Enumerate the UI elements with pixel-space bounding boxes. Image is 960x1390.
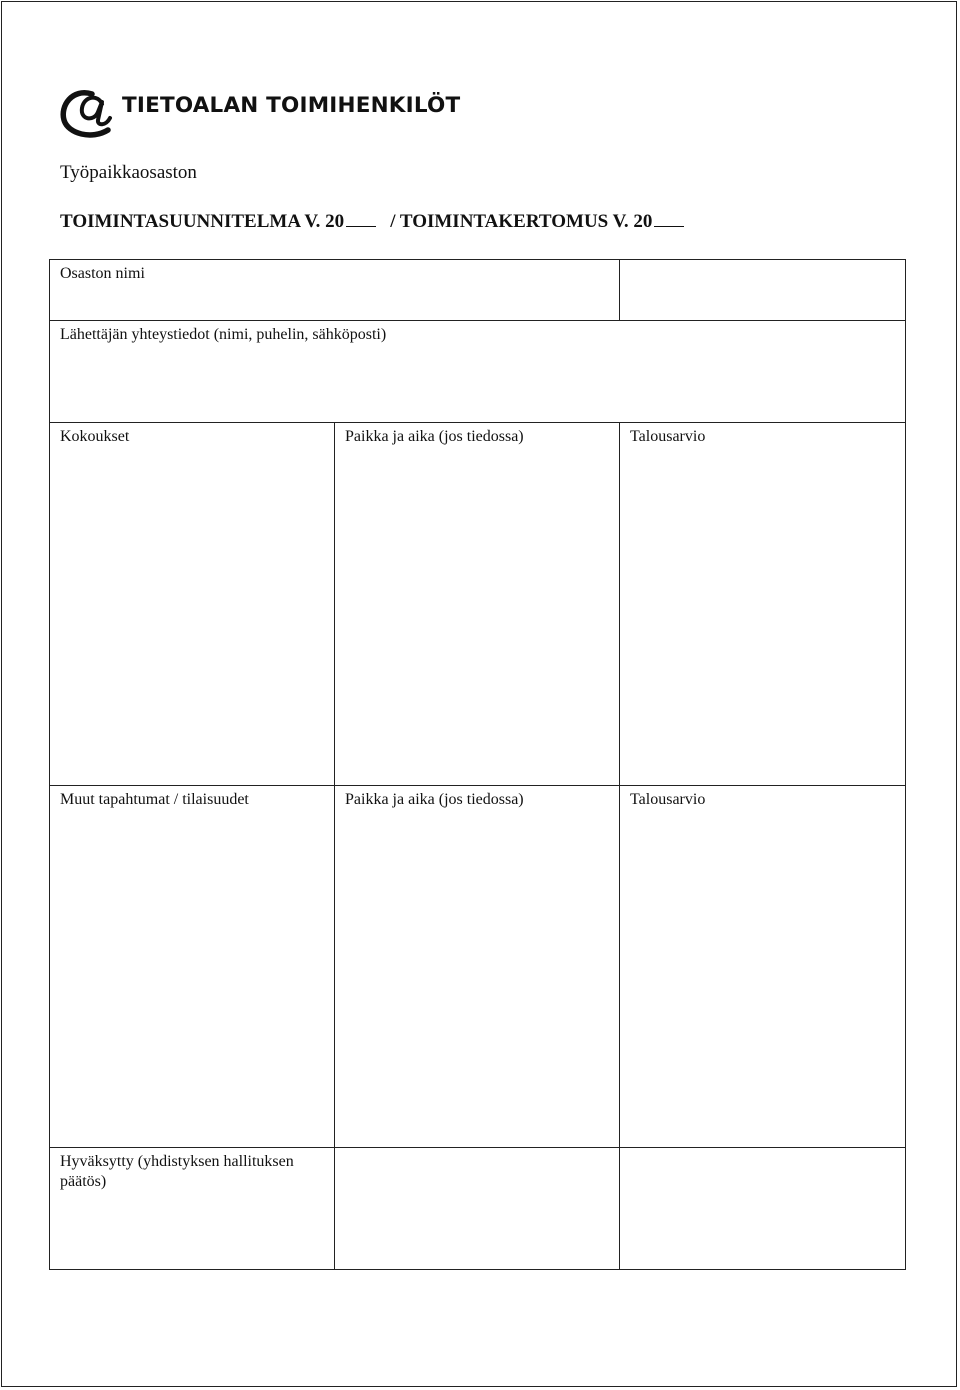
budget-label: Talousarvio	[630, 428, 706, 445]
report-form-table	[49, 259, 906, 1270]
meetings-field[interactable]	[50, 423, 335, 786]
approval-field-2[interactable]	[620, 1148, 906, 1270]
meetings-row	[50, 423, 906, 786]
department-subtitle: Työpaikkaosaston	[60, 162, 197, 183]
other-events-row	[50, 786, 906, 1148]
budget-label: Talousarvio	[630, 791, 706, 808]
at-sign-icon	[58, 80, 120, 140]
logo	[58, 80, 460, 140]
title-report-year: / TOIMINTAKERTOMUS V. 20	[390, 211, 653, 232]
other-events-label: Muut tapahtumat / tilaisuudet	[60, 791, 249, 808]
approval-row	[50, 1148, 906, 1270]
sender-contact-row	[50, 321, 906, 423]
meetings-budget-field[interactable]	[620, 423, 906, 786]
approval-field-1[interactable]	[335, 1148, 620, 1270]
department-name-field[interactable]	[620, 260, 906, 321]
document-title	[60, 211, 684, 233]
year-blank	[346, 212, 376, 227]
department-name-row	[50, 260, 906, 321]
place-time-label: Paikka ja aika (jos tiedossa)	[345, 791, 524, 808]
sender-contact-field[interactable]	[50, 321, 906, 423]
logo-text: TIETOALAN TOIMIHENKILÖT	[122, 92, 461, 118]
meetings-label: Kokoukset	[60, 428, 130, 445]
other-events-place-time-field[interactable]	[335, 786, 620, 1148]
meetings-place-time-field[interactable]	[335, 423, 620, 786]
place-time-label: Paikka ja aika (jos tiedossa)	[345, 428, 524, 445]
department-name-label: Osaston nimi	[50, 260, 620, 321]
other-events-budget-field[interactable]	[620, 786, 906, 1148]
year-blank	[654, 212, 684, 227]
other-events-field[interactable]	[50, 786, 335, 1148]
sender-contact-label: Lähettäjän yhteystiedot (nimi, puhelin, sähköposti)	[60, 326, 387, 343]
title-plan-year: TOIMINTASUUNNITELMA V. 20	[60, 211, 345, 232]
approval-label: Hyväksytty (yhdistyksen hallituksen päätös)	[50, 1148, 335, 1270]
